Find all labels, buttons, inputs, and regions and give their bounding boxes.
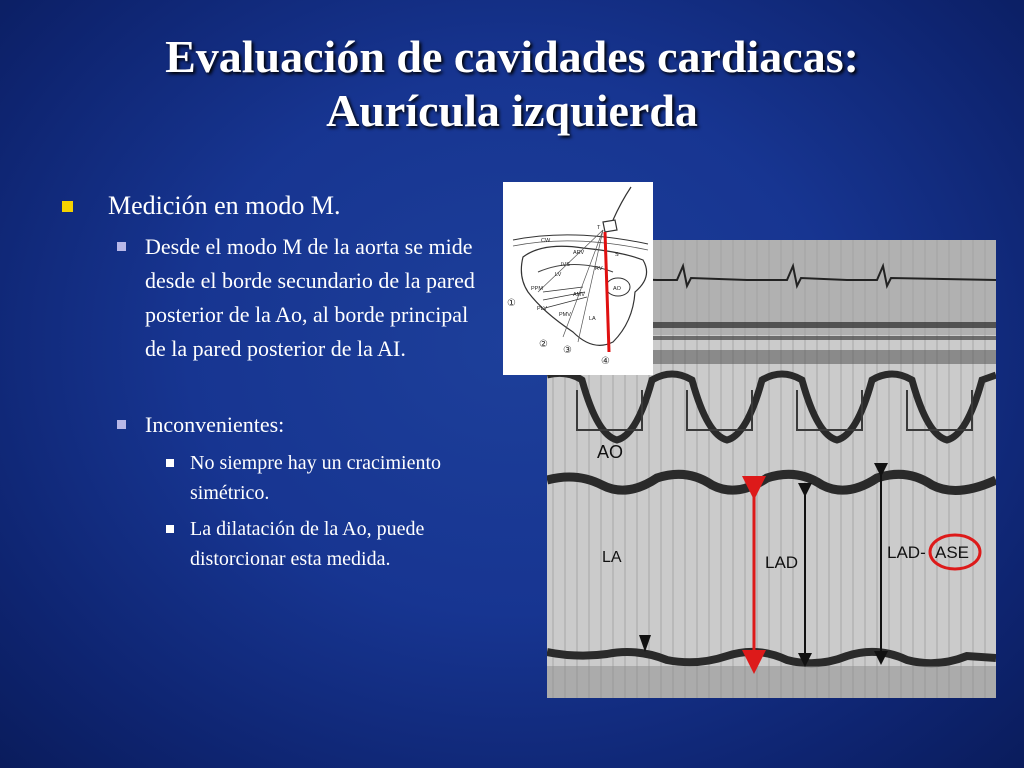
label-lad-prefix: LAD- [887,543,926,562]
label-4: ④ [601,356,610,367]
bullet-text-no-siempre: No siempre hay un cracimiento simétrico. [190,452,442,504]
label-lv: LV [555,272,562,278]
diagram-background [503,182,653,375]
label-ao-diagram: AO [613,286,621,292]
bullet-content [60,190,490,574]
title-line-1: Evaluación de cavidades cardiacas: [165,31,859,82]
square-bullet-icon [62,201,73,212]
square-bullet-icon [117,242,126,251]
square-bullet-icon [166,459,174,467]
title-line-2: Aurícula izquierda [326,85,698,136]
label-rv: RV [595,266,603,272]
label-plv: PLV [537,306,547,312]
heart-diagram-svg [503,182,653,375]
bullet-text-dilatacion: La dilatación de la Ao, puede distorcionar esta medida. [190,518,425,570]
square-bullet-icon [117,420,126,429]
heart-diagram-image [503,182,653,375]
label-t: T [597,225,601,231]
label-ase: ASE [935,543,970,562]
label-lad: LAD [765,553,799,572]
label-amv: AMV [573,292,585,298]
bullet-level2 [60,408,490,442]
spacer [60,366,490,404]
bullet-level2 [60,230,490,366]
bottom-band [547,666,996,698]
label-s: S [615,252,619,258]
label-2: ② [539,339,548,350]
label-cw: CW [541,238,551,244]
square-bullet-icon [166,525,174,533]
bullet-level1 [60,190,490,222]
label-arv: ARV [573,250,585,256]
bullet-text-mmode: Medición en modo M. [108,191,341,220]
label-ppm: PPM [531,286,543,292]
label-1: ① [507,298,516,309]
label-3: ③ [563,345,572,356]
label-pmv: PMV [559,312,571,318]
bullet-level3 [60,448,490,508]
label-la-diagram: LA [589,316,596,322]
bullet-level3 [60,514,490,574]
bullet-text-inconvenientes: Inconvenientes: [145,412,285,437]
slide-title [0,30,1024,138]
label-ao: AO [597,442,624,462]
label-la: LA [602,549,622,566]
label-ivs: IVS [561,262,570,268]
bullet-text-desde: Desde el modo M de la aorta se mide desde el borde secundario de la pared posterior de la Ao, al borde principal de la pared posterior de la AI. [145,234,475,361]
